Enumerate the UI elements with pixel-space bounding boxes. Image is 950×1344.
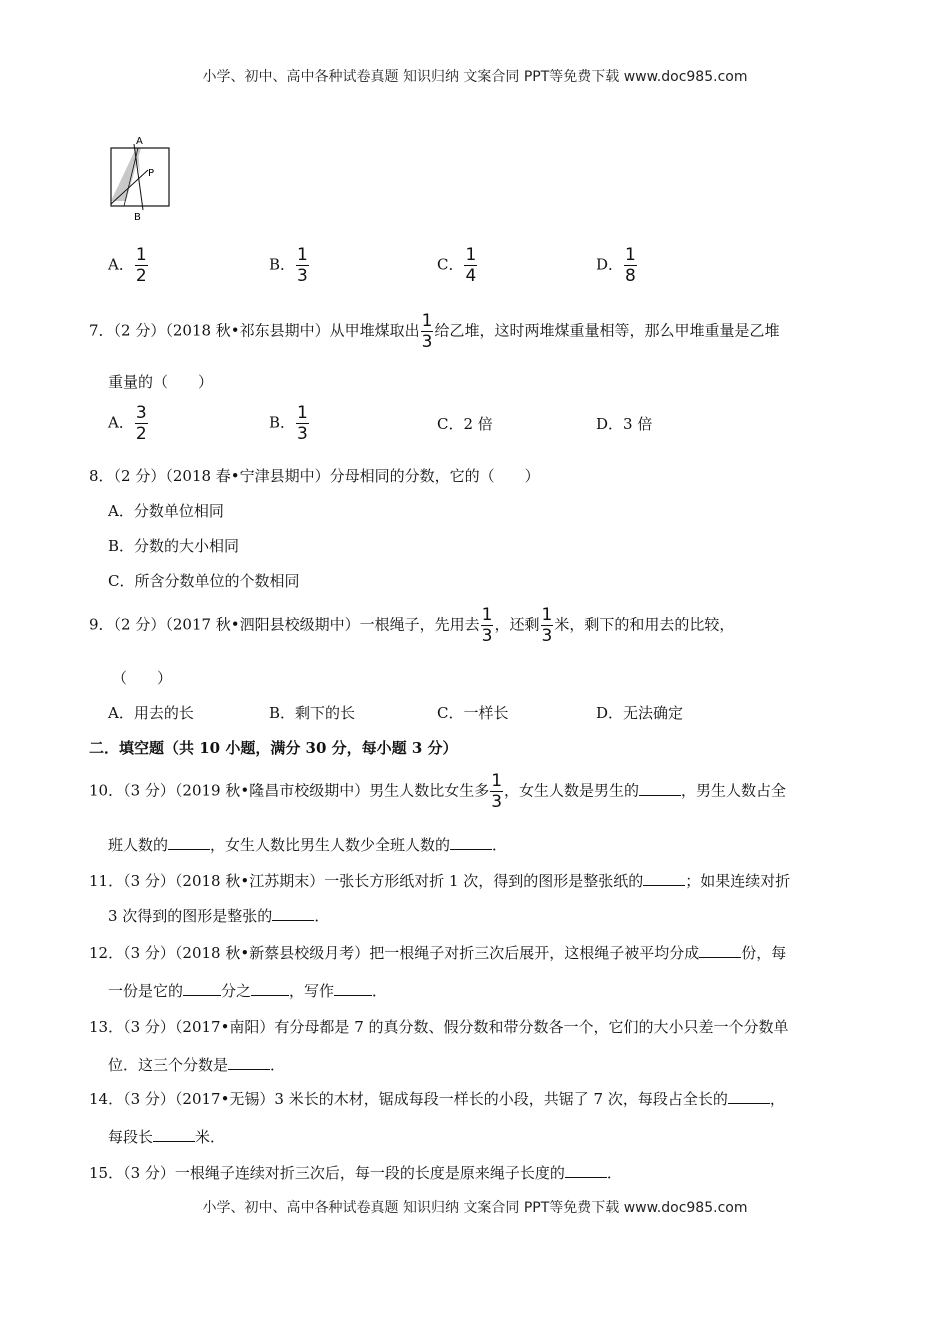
question-12: 12．（3 分）（2018 秋•新蔡县校级月考）把一根绳子对折三次后展开，这根绳子被平均分成 份，每 — [89, 944, 787, 962]
question-15: 15．（3 分）一根绳子连续对折三次后，每一段的长度是原来绳子长度的 ． — [89, 1164, 622, 1182]
question-14: 14．（3 分）（2017•无锡）3 米长的木材，锯成每段一样长的小段，共锯了 7 次，每段占全长的 ， — [89, 1090, 785, 1108]
q9-option-b: B．剩下的长 — [269, 704, 356, 722]
q6-option-c: C． $\frac{1}{4}$ — [437, 245, 477, 286]
q9-option-c: C．一样长 — [437, 704, 509, 722]
question-8: 8．（2 分）（2018 春•宁津县期中）分母相同的分数，它的（ ） — [89, 467, 540, 485]
question-14-line2: 每段长 米． — [108, 1128, 226, 1146]
question-9: 9．（2 分）（2017 秋•泗阳县校级期中）一根绳子，先用去 $\frac{1}{3}$ ，还剩 $\frac{1}{3}$ 米，剩下的和用去的比较， — [89, 605, 735, 646]
answer-blank — [450, 835, 492, 850]
page-header: 小学、初中、高中各种试卷真题 知识归纳 文案合同 PPT等免费下载 www.doc985.com — [202, 69, 748, 85]
label-b: B — [134, 212, 141, 223]
label-p: P — [148, 168, 155, 179]
q7-option-b: B． $\frac{1}{3}$ — [269, 403, 308, 444]
label-a: A — [136, 136, 143, 147]
question-13-line2: 位．这三个分数是 ． — [108, 1056, 286, 1074]
question-12-line2: 一份是它的 分之 ，写作 ． — [108, 982, 388, 1000]
q7-option-c: C．2 倍 — [437, 415, 493, 433]
q8-option-b: B．分数的大小相同 — [108, 537, 240, 555]
square-figure — [104, 132, 176, 224]
q8-option-a: A．分数单位相同 — [108, 502, 224, 520]
question-11-line2: 3 次得到的图形是整张的 ． — [108, 907, 330, 925]
q6-option-d: D． $\frac{1}{8}$ — [596, 245, 636, 286]
answer-blank — [643, 871, 685, 886]
question-10-line2: 班人数的 ，女生人数比男生人数少全班人数的 ． — [108, 836, 508, 854]
q8-option-c: C．所含分数单位的个数相同 — [108, 572, 300, 590]
question-7-line2: 重量的（ ） — [108, 373, 214, 391]
question-11: 11．（3 分）（2018 秋•江苏期末）一张长方形纸对折 1 次，得到的图形是整张纸的 ；如果连续对折 — [89, 872, 791, 890]
answer-blank — [639, 781, 681, 796]
q6-option-b: B． $\frac{1}{3}$ — [269, 245, 308, 286]
q6-option-a: A． $\frac{1}{2}$ — [108, 245, 147, 286]
answer-blank — [728, 1089, 770, 1104]
q7-option-d: D．3 倍 — [596, 415, 653, 433]
answer-blank — [168, 835, 210, 850]
q9-option-d: D．无法确定 — [596, 704, 684, 722]
answer-blank — [183, 981, 221, 996]
answer-blank — [228, 1055, 270, 1070]
answer-blank — [251, 981, 289, 996]
q9-option-a: A．用去的长 — [108, 704, 194, 722]
answer-blank — [272, 906, 314, 921]
question-13: 13．（3 分）（2017•南阳）有分母都是 7 的真分数、假分数和带分数各一个，它们的大小只差一个分数单 — [89, 1018, 789, 1036]
question-10: 10．（3 分）（2019 秋•隆昌市校级期中）男生人数比女生多 $\frac{1}{3}$ ，女生人数是男生的 ，男生人数占全 — [89, 771, 787, 812]
page-footer: 小学、初中、高中各种试卷真题 知识归纳 文案合同 PPT等免费下载 www.doc985.com — [202, 1200, 748, 1216]
section-2-title: 二．填空题（共 10 小题，满分 30 分，每小题 3 分） — [89, 739, 458, 757]
answer-blank — [153, 1127, 195, 1142]
answer-blank — [565, 1163, 607, 1178]
answer-blank — [699, 943, 741, 958]
question-9-line2: （ ） — [112, 669, 173, 687]
answer-blank — [334, 981, 372, 996]
q7-option-a: A． $\frac{3}{2}$ — [108, 403, 147, 444]
question-7: 7．（2 分）（2018 秋•祁东县期中）从甲堆煤取出 $\frac{1}{3}$ 给乙堆，这时两堆煤重量相等，那么甲堆重量是乙堆 — [89, 311, 780, 352]
